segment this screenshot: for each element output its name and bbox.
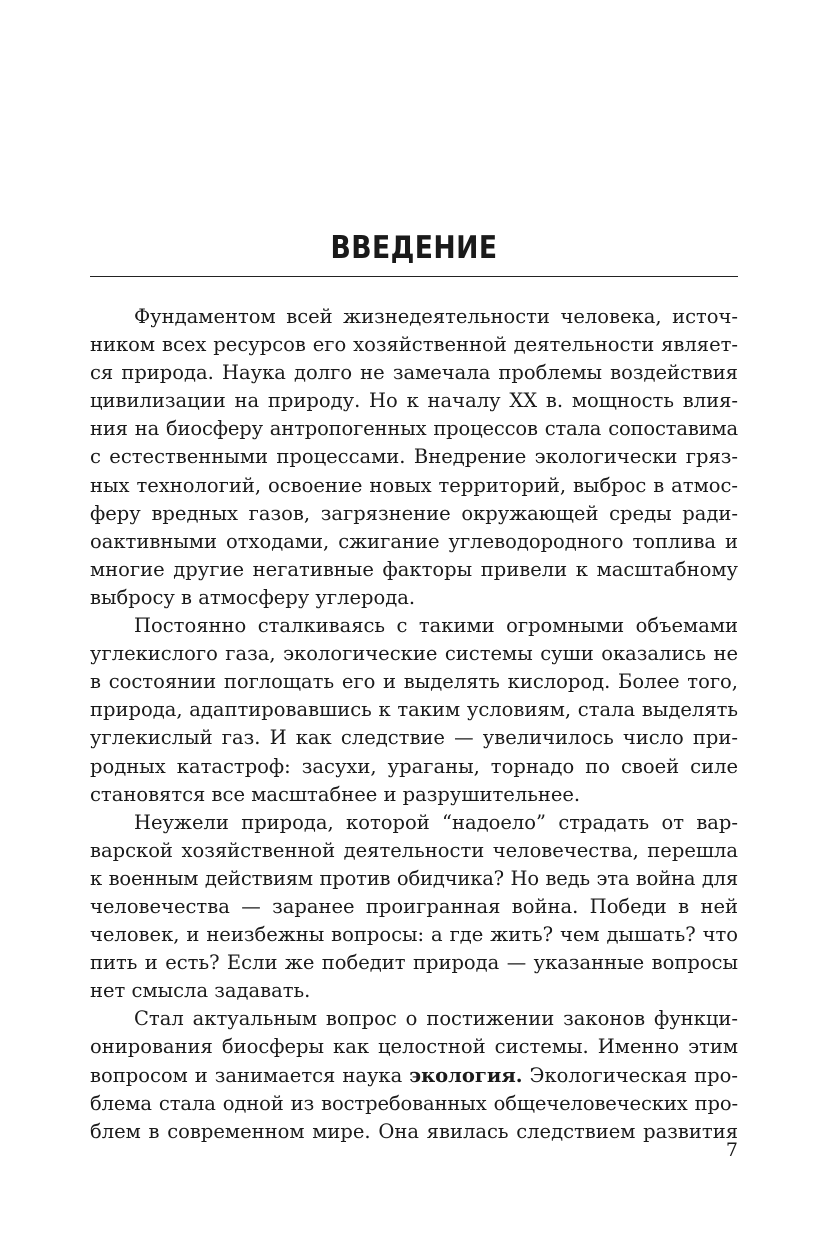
text-line: онирования биосферы как целостной системы. Именно этим xyxy=(90,1035,738,1059)
text-line: блем в современном мире. Она явилась следствием развития xyxy=(90,1119,738,1143)
text-line: ся природа. Наука долго не замечала проблемы воздействия xyxy=(90,361,738,385)
text-line: ния на биосферу антропогенных процессов стала сопоставима xyxy=(90,417,738,441)
text-line: в состоянии поглощать его и выделять кислород. Более того, xyxy=(90,670,738,694)
title-divider xyxy=(90,276,738,277)
text-line: нет смысла задавать. xyxy=(90,979,311,1003)
text-line: выбросу в атмосферу углерода. xyxy=(90,585,416,609)
text-line: с естественными процессами. Внедрение экологически гряз- xyxy=(90,445,738,469)
paragraph-2 xyxy=(90,612,738,809)
text-line: Неужели природа, которой “надоело” страдать от вар- xyxy=(134,810,738,834)
text-line: становятся все масштабнее и разрушительнее. xyxy=(90,782,581,806)
text-segment: Экологическая про- xyxy=(522,1063,738,1087)
chapter-title: ВВЕДЕНИЕ xyxy=(330,230,498,266)
text-line: Постоянно сталкиваясь с такими огромными объемами xyxy=(134,614,738,638)
text-line: углекислого газа, экологические системы суши оказались не xyxy=(90,642,738,666)
text-line: Фундаментом всей жизнедеятельности человека, источ- xyxy=(134,305,738,328)
text-line: углекислый газ. И как следствие — увеличилось число при- xyxy=(90,726,738,750)
text-line: человек, и неизбежны вопросы: а где жить? чем дышать? что xyxy=(90,923,738,947)
text-line: феру вредных газов, загрязнение окружающей среды ради- xyxy=(90,501,738,525)
text-line: многие другие негативные факторы привели к масштабному xyxy=(90,557,738,581)
text-line: родных катастроф: засухи, ураганы, торнадо по своей силе xyxy=(90,754,738,778)
text-segment: вопросом и занимается наука xyxy=(90,1063,410,1087)
text-line: цивилизации на природу. Но к началу XX в. мощность влия- xyxy=(90,389,738,413)
text-line: блема стала одной из востребованных общечеловеческих про- xyxy=(90,1091,738,1115)
text-line: ником всех ресурсов его хозяйственной деятельности являет- xyxy=(90,333,738,357)
paragraph-3 xyxy=(90,809,738,1006)
body-text xyxy=(90,303,738,1146)
text-line: варской хозяйственной деятельности человечества, перешла xyxy=(90,838,738,862)
text-line: природа, адаптировавшись к таким условиям, стала выделять xyxy=(90,698,738,722)
text-line: ных технологий, освоение новых территорий, выброс в атмос- xyxy=(90,473,738,497)
text-line: Стал актуальным вопрос о постижении законов функци- xyxy=(134,1007,738,1031)
text-line-with-term xyxy=(90,1062,738,1090)
text-line: оактивными отходами, сжигание углеводородного топлива и xyxy=(90,529,738,553)
text-line: к военным действиям против обидчика? Но ведь эта война для xyxy=(90,866,738,890)
text-line: пить и есть? Если же победит природа — указанные вопросы xyxy=(90,951,738,975)
page-number: 7 xyxy=(725,1139,738,1161)
paragraph-4 xyxy=(90,1005,738,1145)
paragraph-1 xyxy=(90,303,738,612)
term-ecology: экология. xyxy=(409,1063,523,1087)
text-line: человечества — заранее проигранная война. Победи в ней xyxy=(90,894,738,918)
